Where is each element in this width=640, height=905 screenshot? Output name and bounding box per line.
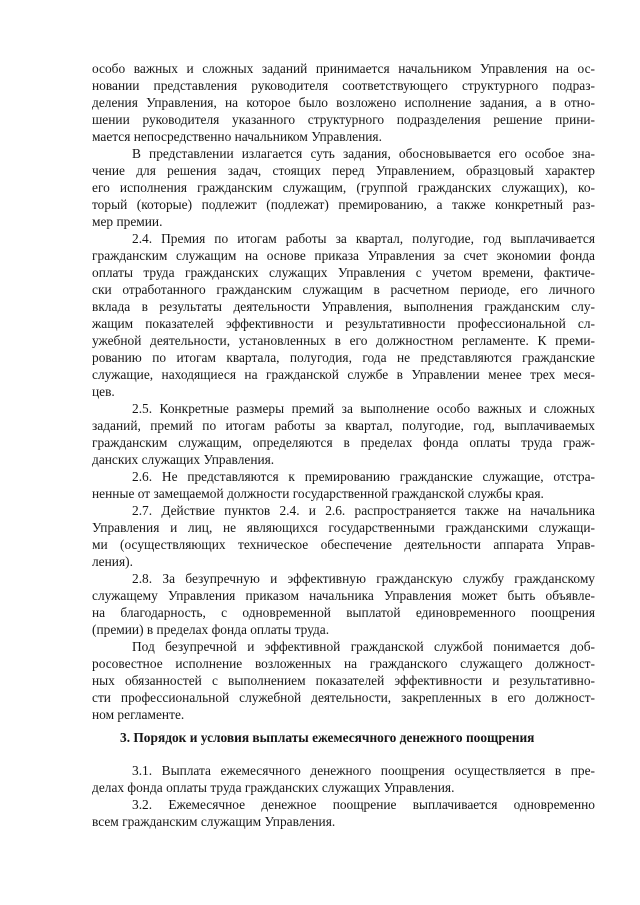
text-line: служащему Управления приказом начальника Управления может быть объявле- [92, 588, 595, 603]
text-line: Под безупречной и эффективной гражданской службой понимается доб- [132, 639, 595, 654]
text-line: заданий, премий по итогам работы за квартал, полугодие, год, выплачиваемых [92, 418, 595, 433]
paragraph [92, 145, 595, 230]
text-line: оплаты труда гражданских служащих Управления с учетом времени, фактиче- [92, 265, 595, 280]
text-line: ных обязанностей с выполнением показателей эффективности и результативно- [92, 673, 595, 688]
text-line: на благодарность, с одновременной выплатой единовременного поощрения [92, 605, 595, 620]
paragraph [92, 762, 595, 796]
text-line: ски отработанного гражданским служащим в расчетном периоде, его личного [92, 282, 595, 297]
text-line: ненные от замещаемой должности государственной гражданской службы края. [92, 486, 544, 501]
paragraph [92, 570, 595, 638]
section-2-body [92, 60, 595, 723]
text-line: особо важных и сложных заданий принимается начальником Управления на ос- [92, 61, 595, 76]
text-line: 2.8. За безупречную и эффективную гражданскую службу гражданскому [132, 571, 595, 586]
text-line: вклада в результаты деятельности Управления, выполнения гражданским слу- [92, 299, 595, 314]
text-line: всем гражданским служащим Управления. [92, 814, 336, 829]
paragraph [92, 502, 595, 570]
text-line: сти профессиональной служебной деятельности, закрепленных в его должност- [92, 690, 595, 705]
section-3-heading: 3. Порядок и условия выплаты ежемесячного денежного поощрения [120, 730, 535, 745]
text-line: делах фонда оплаты труда гражданских служащих Управления. [92, 780, 455, 795]
paragraph [92, 400, 595, 468]
paragraph [92, 796, 595, 830]
text-line: данских служащих Управления. [92, 452, 275, 467]
paragraph [92, 468, 595, 502]
text-line: деления Управления, на которое было возложено исполнение задания, а в отно- [92, 95, 595, 110]
text-line: 3.1. Выплата ежемесячного денежного поощрения осуществляется в пре- [132, 763, 595, 778]
text-line: ления). [92, 554, 133, 569]
text-line: мается непосредственно начальником Управления. [92, 129, 382, 144]
text-line: шении руководителя указанного структурного подразделения решение прини- [92, 112, 595, 127]
text-line: 2.4. Премия по итогам работы за квартал, полугодие, год выплачивается [132, 231, 595, 246]
paragraph [92, 230, 595, 400]
text-line: жащим показателей эффективности и результативности профессиональной сл- [92, 316, 595, 331]
text-line: росовестное исполнение возложенных на гражданского служащего должност- [92, 656, 595, 671]
text-line: (премии) в пределах фонда оплаты труда. [92, 622, 330, 637]
text-line: 3.2. Ежемесячное денежное поощрение выплачивается одновременно [132, 797, 595, 812]
section-3-body [92, 762, 595, 830]
text-line: цев. [92, 384, 115, 399]
text-line: его исполнения гражданским служащим, (группой гражданских служащих), ко- [92, 180, 595, 195]
text-line: гражданским служащим, определяются в пределах фонда оплаты труда граж- [92, 435, 595, 450]
document-page [92, 60, 595, 723]
text-line: В представлении излагается суть задания, обосновывается его особое зна- [132, 146, 595, 161]
text-line: гражданским служащим на основе приказа Управления за счет экономии фонда [92, 248, 595, 263]
text-line: ном регламенте. [92, 707, 185, 722]
text-line: новании представления руководителя соответствующего структурного подраз- [92, 78, 595, 93]
text-line: 2.5. Конкретные размеры премий за выполнение особо важных и сложных [132, 401, 595, 416]
paragraph [92, 60, 595, 145]
text-line: ми (осуществляющих техническое обеспечение деятельности аппарата Управ- [92, 537, 595, 552]
text-line: 2.7. Действие пунктов 2.4. и 2.6. распространяется также на начальника [132, 503, 595, 518]
text-line: чение для решения задач, стоящих перед Управлением, образцовый характер [92, 163, 595, 178]
text-line: рованию по итогам квартала, полугодия, года не представляются гражданские [92, 350, 595, 365]
text-line: Управления и лиц, не являющихся государственными гражданскими служащи- [92, 520, 595, 535]
text-line: ужебной деятельности, установленных в его должностном регламенте. К преми- [92, 333, 595, 348]
text-line: торый (которые) подлежит (подлежат) премированию, а также конкретный раз- [92, 197, 595, 212]
text-line: 2.6. Не представляются к премированию гражданские служащие, отстра- [132, 469, 595, 484]
text-line: мер премии. [92, 214, 163, 229]
paragraph [92, 638, 595, 723]
text-line: служащие, находящиеся на гражданской службе в Управлении менее трех меся- [92, 367, 595, 382]
